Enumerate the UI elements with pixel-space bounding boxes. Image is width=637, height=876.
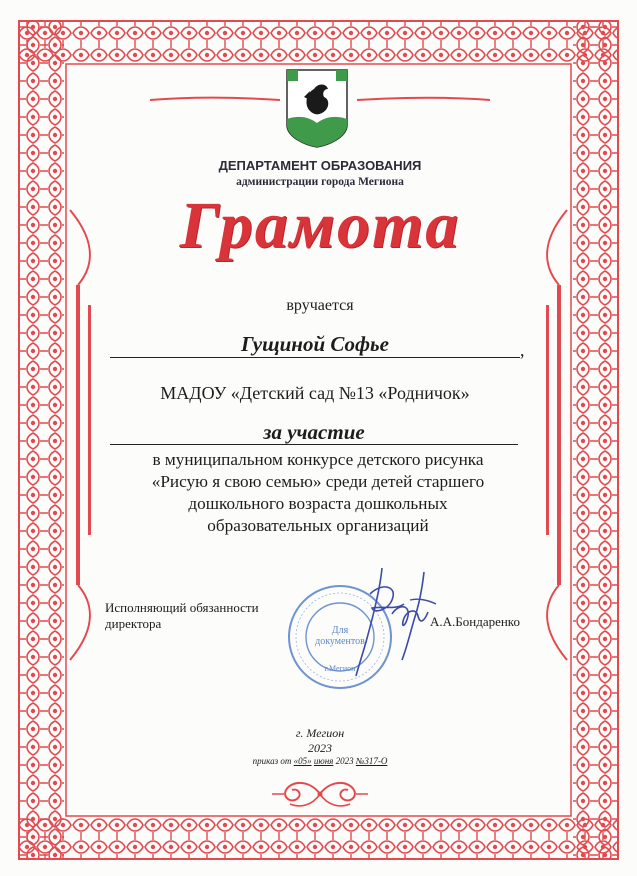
awarded-label: вручается [286,297,354,314]
stamp-line: документов [315,636,365,647]
city-emblem-icon [284,67,350,149]
recipient-comma: , [520,340,525,360]
description-line: «Рисую я свою семью» среди детей старшего [151,472,485,491]
order-day: «05» [293,756,312,766]
department-header [150,158,490,190]
signer-role [105,600,295,632]
recipient-name: Гущиной Софье [110,332,520,358]
description-line: образовательных организаций [207,516,429,535]
order-year: 2023 [333,756,356,766]
issue-year: 2023 [308,741,332,755]
handwritten-signature-icon [352,560,442,680]
description-line: дошкольного возраста дошкольных [188,494,448,513]
role-line: директора [105,616,162,631]
contest-description [90,449,546,537]
organization-name: МАДОУ «Детский сад №13 «Родничок» [160,383,470,403]
description-line: в муниципальном конкурсе детского рисунка [152,450,484,469]
role-line: Исполняющий обязанности [105,600,259,615]
stamp-city: г.Мегион [324,664,356,673]
order-month: июня [313,756,334,766]
order-number: №317-О [355,756,388,766]
order-prefix: приказ от [252,756,294,766]
issue-place-year [260,726,380,756]
certificate-title: Грамота [179,189,461,262]
department-name: ДЕПАРТАМЕНТ ОБРАЗОВАНИЯ [218,158,422,173]
stamp-line: Для [331,625,349,636]
signer-name: А.А.Бондаренко [430,614,520,629]
administration-name: администрации города Мегиона [236,176,404,188]
order-reference [200,756,440,766]
award-reason: за участие [110,420,518,445]
bottom-ornament-icon [270,778,370,810]
issue-city: г. Мегион [295,726,345,740]
